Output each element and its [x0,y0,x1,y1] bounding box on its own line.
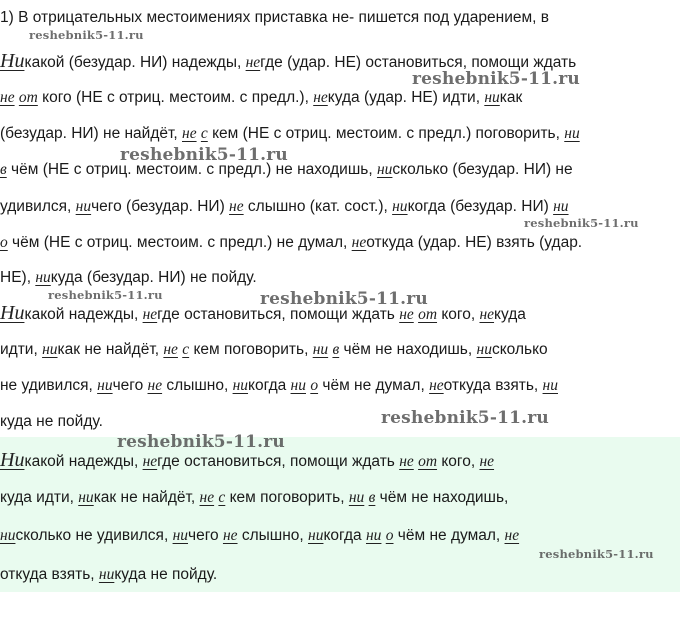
task-line-6 [0,197,569,217]
marked-morpheme: ни [553,198,569,215]
marked-morpheme: в [332,341,340,358]
marked-morpheme: ни [0,527,16,544]
text-fragment: чём не находишь, [375,489,509,506]
marked-morpheme: ни [365,527,382,544]
text-fragment: чём (НЕ с отриц. местоим. с предл.) не находишь, [6,161,377,178]
text-fragment: кого, [437,453,480,470]
text-fragment: как не найдёт, [93,489,200,506]
task-line-4 [0,124,580,144]
task-line-1 [0,8,549,28]
text-fragment: откуда (удар. НЕ) взять (удар. [366,234,583,251]
text-fragment: чём не думал, [393,527,505,544]
text-fragment: откуда взять, [0,566,99,583]
marked-morpheme: о [0,234,8,251]
marked-morpheme: не [245,54,261,71]
text-fragment: где остановиться, помощи ждать [157,453,400,470]
text-fragment: сколько (безудар. НИ) не [392,161,573,178]
text-fragment: слышно (кат. сост.), [243,198,393,215]
marked-morpheme: ни [376,161,393,178]
task-line-8 [0,268,257,288]
answer-line-3 [0,376,558,396]
marked-morpheme: ни [476,341,492,358]
text-fragment: НЕ), [0,269,36,286]
marked-morpheme: ни [290,377,306,394]
text-fragment: слышно, [162,377,233,394]
marked-morpheme: не [182,125,197,142]
marked-morpheme: ни [97,377,113,394]
marked-morpheme: ни [75,198,92,215]
marked-morpheme: не [199,489,215,506]
marked-morpheme: ни [312,341,329,358]
marked-morpheme: о [310,377,319,394]
marked-morpheme: в [368,489,376,506]
marked-morpheme: от [18,89,38,106]
watermark: reshebnik5-11.ru [117,432,285,452]
marked-morpheme: не [399,306,414,323]
marked-morpheme: ни [98,566,115,583]
marked-morpheme: ни [308,527,324,544]
text-fragment: кого (НЕ с отриц. местоим. с предл.), [37,89,314,106]
text-fragment: когда [248,377,291,394]
highlight-line-3 [0,526,519,546]
marked-morpheme: не [351,234,367,251]
text-fragment: чём не думал, [318,377,430,394]
watermark: reshebnik5-11.ru [524,216,639,230]
text-fragment: где (удар. НЕ) остановиться, помощи ждать [260,54,577,71]
text-fragment: куда [494,306,526,323]
text-fragment: слышно, [237,527,309,544]
marked-morpheme: о [385,527,394,544]
marked-morpheme: ни [35,269,51,286]
marked-morpheme: ни [564,125,580,142]
marked-morpheme: ни [172,527,189,544]
text-fragment: кем поговорить, [189,341,313,358]
highlight-line-1 [0,450,494,472]
marked-morpheme: не [0,89,15,106]
marked-morpheme: с [200,125,208,142]
marked-morpheme: ни [78,489,94,506]
marked-morpheme: ни [542,377,558,394]
text-fragment: сколько не удивился, [15,527,173,544]
highlight-line-4 [0,565,217,585]
text-fragment: кого, [437,306,480,323]
watermark: reshebnik5-11.ru [381,408,549,428]
text-fragment: какой надежды, [24,306,143,323]
text-fragment: удивился, [0,198,76,215]
text-fragment: сколько [491,341,548,358]
marked-morpheme: ни [484,89,500,106]
marked-morpheme: Ни [0,50,25,72]
highlight-line-2 [0,488,508,508]
marked-morpheme: Ни [0,449,25,471]
marked-morpheme: с [182,341,190,358]
marked-morpheme: не [142,453,158,470]
text-fragment: какой надежды, [24,453,143,470]
text-fragment: как не найдёт, [57,341,164,358]
marked-morpheme: ни [232,377,249,394]
answer-line-4 [0,412,103,432]
watermark: reshebnik5-11.ru [48,288,163,302]
text-fragment: куда идти, [0,489,79,506]
text-fragment: где остановиться, помощи ждать [157,306,400,323]
text-fragment: когда [323,527,366,544]
marked-morpheme: не [229,198,244,215]
text-fragment: 1) В отрицательных местоимениях приставка не- пишется под ударением, в [0,9,550,26]
marked-morpheme: в [0,161,7,178]
marked-morpheme: не [222,527,238,544]
text-fragment: какой (безудар. НИ) надежды, [24,54,246,71]
text-fragment: куда не пойду. [114,566,218,583]
text-fragment: куда (безудар. НИ) не пойду. [50,269,257,286]
marked-morpheme: не [429,377,444,394]
marked-morpheme: Ни [0,302,25,324]
answer-line-2 [0,340,548,360]
marked-morpheme: не [142,306,158,323]
text-fragment: чего [112,377,148,394]
text-fragment: откуда взять, [443,377,543,394]
text-fragment: не удивился, [0,377,98,394]
text-fragment: когда (безудар. НИ) [407,198,554,215]
marked-morpheme: не [479,306,495,323]
text-fragment: чего (безудар. НИ) [91,198,230,215]
task-line-7 [0,233,582,253]
marked-morpheme: с [218,489,226,506]
watermark: reshebnik5-11.ru [120,145,288,165]
marked-morpheme: ни [392,198,408,215]
marked-morpheme: от [418,453,438,470]
watermark: reshebnik5-11.ru [412,69,580,89]
task-line-3 [0,88,522,108]
marked-morpheme: ни [42,341,58,358]
watermark: reshebnik5-11.ru [29,28,144,42]
text-fragment: (безудар. НИ) не найдёт, [0,125,182,142]
watermark: reshebnik5-11.ru [539,547,654,561]
marked-morpheme: не [504,527,520,544]
watermark: reshebnik5-11.ru [260,289,428,309]
marked-morpheme: не [163,341,178,358]
marked-morpheme: не [479,453,495,470]
text-fragment: куда не пойду. [0,413,103,430]
marked-morpheme: не [313,89,328,106]
marked-morpheme: не [399,453,414,470]
text-fragment: как [499,89,523,106]
text-fragment: кем поговорить, [225,489,349,506]
text-fragment: чего [188,527,223,544]
marked-morpheme: не [147,377,163,394]
marked-morpheme: ни [348,489,365,506]
text-fragment: идти, [0,341,43,358]
text-fragment: кем (НЕ с отриц. местоим. с предл.) поговорить, [207,125,565,142]
text-fragment: чём (НЕ с отриц. местоим. с предл.) не думал, [7,234,352,251]
text-fragment: куда (удар. НЕ) идти, [327,89,485,106]
text-fragment: чём не находишь, [339,341,477,358]
marked-morpheme: от [418,306,438,323]
